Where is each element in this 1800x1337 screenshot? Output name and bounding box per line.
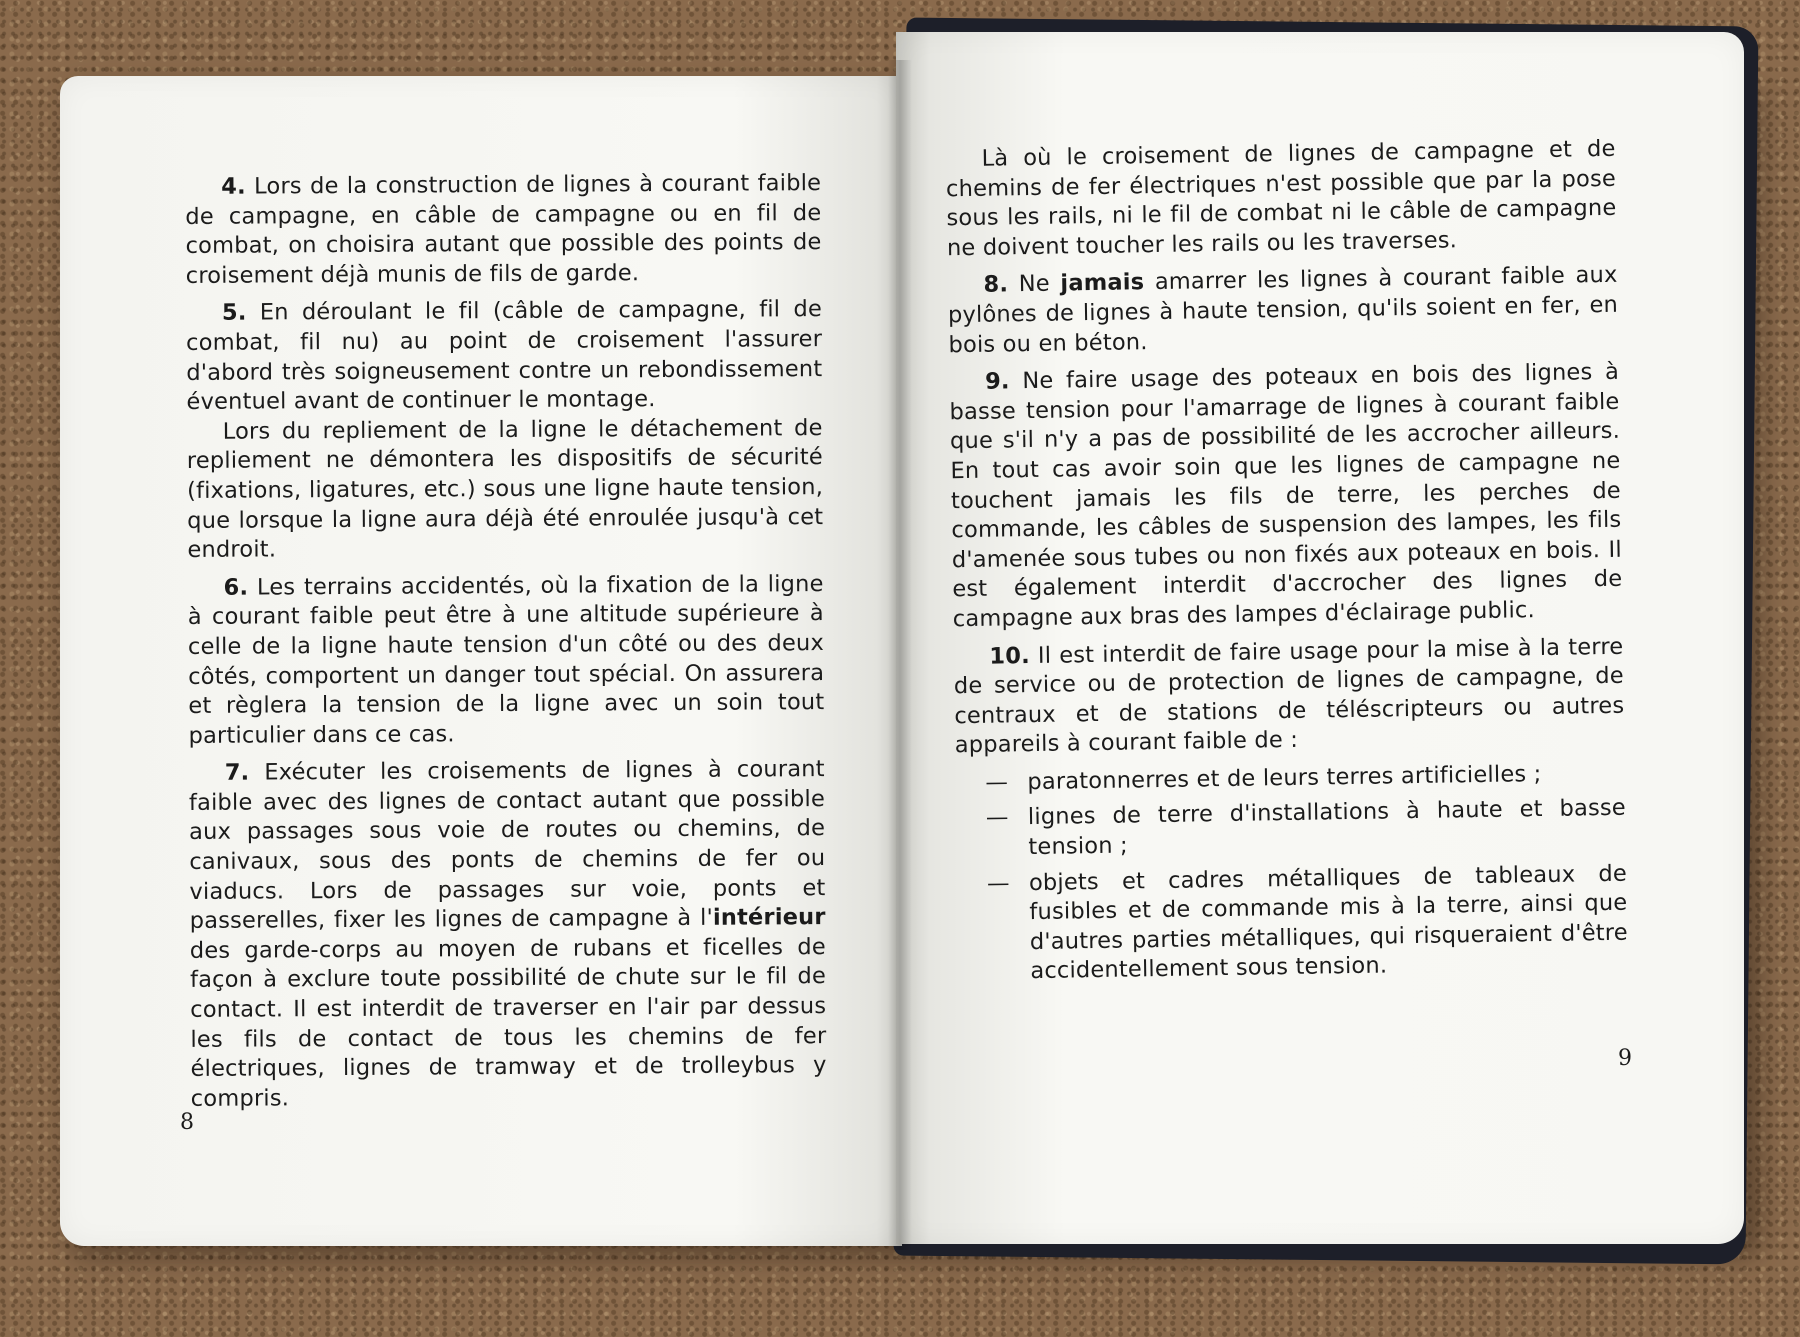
list-item (957, 859, 1629, 988)
section-9 (949, 358, 1623, 635)
dash-marker: — (986, 870, 1010, 897)
dash-marker: — (985, 804, 1009, 832)
section-7 (189, 755, 827, 1114)
right-page (896, 32, 1744, 1244)
dash-list (955, 759, 1628, 989)
left-page (60, 76, 902, 1246)
section-5 (186, 295, 823, 417)
section-number: 10. (989, 642, 1031, 670)
right-page-text (945, 135, 1628, 994)
section-number: 9. (984, 368, 1010, 395)
list-item (956, 794, 1627, 864)
section-text: Là où le croisement de lignes de campagne et de chemins de fer électriques n'est possible que par la pose sous les rails, ni le fil de combat ni le câble de campagne ne doivent toucher les rails ou les traverses. (945, 135, 1617, 262)
section-text: des garde-corps au moyen de rubans et ficelles de façon à exclure toute possibilité de chute sur le fil de contact. Il est interdit de traverser en l'air par dessus les fils de contact de tous les chemins de fer électriques, lignes de tramway et de trolleybus y compris. (189, 933, 827, 1112)
intro-paragraph (945, 135, 1617, 264)
section-8 (947, 261, 1618, 360)
section-text: Il est interdit de faire usage pour la mise à la terre de service ou de protection de lignes de campagne, de centraux et de stations de téléscripteurs ou autres appareils à courant faible de : (953, 633, 1625, 759)
section-text: Lors de la construction de lignes à courant faible de campagne, en câble de campagne ou en fil de combat, on choisira autant que possible des points de croisement déjà munis de fils de garde. (185, 170, 822, 289)
page-number-right: 9 (1618, 1046, 1632, 1071)
section-6 (188, 570, 825, 751)
section-text: Ne (1018, 270, 1061, 298)
left-page-text (185, 169, 827, 1122)
section-text: En déroulant le fil (câble de campagne, fil de combat, fil nu) au point de croisement l'assurer d'abord très soigneusement contre un rebondissement éventuel avant de continuer le montage. (186, 296, 823, 416)
list-item-text: lignes de terre d'installations à haute et basse tension ; (1027, 795, 1627, 861)
dash-marker: — (985, 769, 1009, 796)
section-text: Les terrains accidentés, où la fixation de la ligne à courant faible peut être à une altitude supérieure à celle de la ligne haute tension d'un côté ou des deux côtés, comportent un danger tout spécial. On assurera et règlera la tension de la ligne avec un soin tout particulier dans ce cas. (187, 570, 825, 749)
list-item-text: objets et cadres métalliques de tableaux de fusibles et de commande mis à la terre, ainsi que d'autres parties métalliques, qui risqueraient d'être accidentellement sous tension. (1028, 860, 1629, 985)
section-number: 4. (221, 173, 246, 200)
section-text: Exécuter les croisements de lignes à courant faible avec des lignes de contact autant que possible aux passages sous voie de routes ou chemins, de canivaux, sous des ponts de chemins de fer ou viaducs. Lors de passages sur voie, ponts et passerelles, fixer les lignes de campagne à l' (188, 756, 826, 935)
section-number: 7. (224, 759, 250, 787)
section-5-continuation (187, 414, 824, 566)
section-text: Ne faire usage des poteaux en bois des lignes à basse tension pour l'amarrage de lignes à courant faible que s'il n'y a pas de possibilité de les accrocher ailleurs. En tout cas avoir soin que les lignes de campagne ne touchent jamais les fils de terre, les perches de commande, les câbles de suspension des lampes, les fils d'amenée sous tubes ou non fixés aux poteaux en bois. Il est également interdit d'accrocher des lignes de campagne aux bras des lampes d'éclairage public. (949, 358, 1623, 633)
section-number: 5. (221, 299, 247, 327)
emphasis-text: intérieur (712, 904, 826, 931)
section-10 (953, 632, 1625, 761)
list-item-text: paratonnerres et de leurs terres artificielles ; (1027, 760, 1542, 795)
section-text: amarrer les lignes à courant faible aux pylônes de lignes à haute tension, qu'ils soient en fer, en bois ou en béton. (947, 262, 1619, 358)
book-gutter (888, 60, 912, 1250)
list-item (955, 759, 1625, 799)
page-number-left: 8 (180, 1110, 194, 1135)
section-number: 8. (983, 271, 1009, 299)
section-text: Lors du repliement de la ligne le détachement de repliement ne démontera les dispositifs de sécurité (fixations, ligatures, etc.) sous une ligne haute tension, que lorsque la ligne aura déjà été enroulée jusqu'à cet endroit. (186, 414, 824, 564)
emphasis-text: jamais (1060, 269, 1145, 297)
section-4 (185, 169, 822, 291)
section-number: 6. (223, 574, 249, 601)
